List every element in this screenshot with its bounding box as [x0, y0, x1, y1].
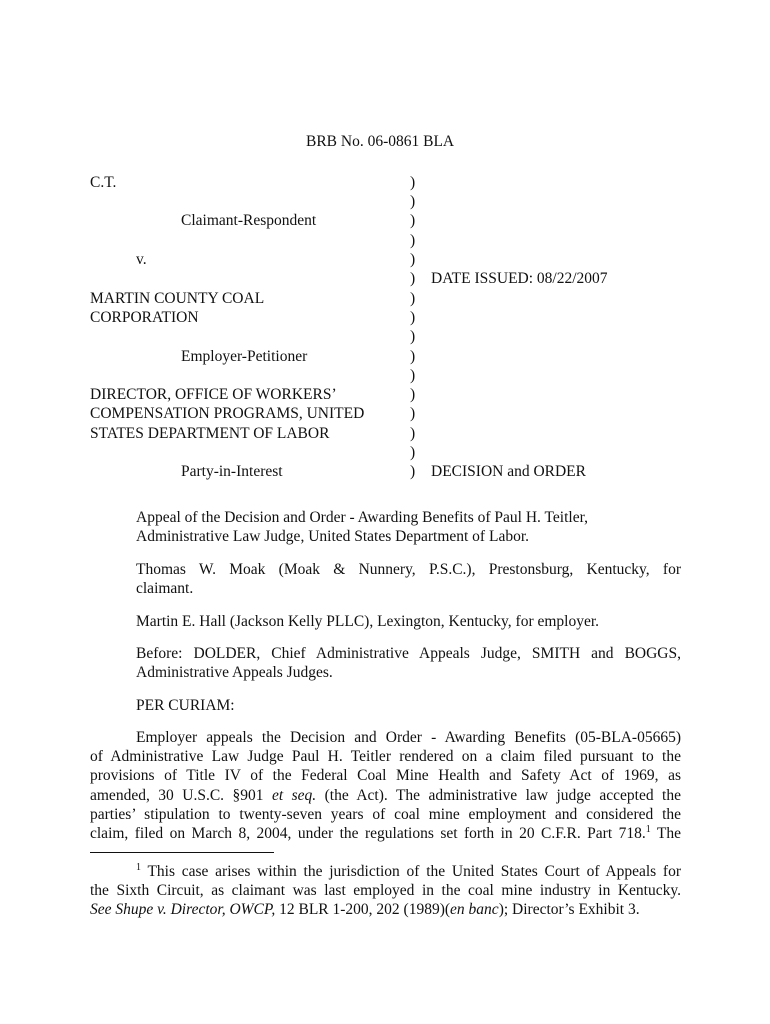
panel-line1: Before: DOLDER, Chief Administrative Appeals Judge, SMITH and BOGGS, [136, 645, 681, 662]
body-line6-pre: claim, filed on March 8, 2004, under the regulations set forth in 20 C.F.R. Part 718. [90, 825, 646, 842]
footnote-line1 [136, 863, 681, 881]
caption-paren: ) [410, 386, 416, 403]
footnote-line3-mid: 12 BLR 1-200, 202 (1989)( [275, 901, 451, 918]
body-line5: parties’ stipulation to twenty-seven years of coal mine employment and considered the [90, 806, 681, 823]
footnote-line3-post: ); Director’s Exhibit 3. [498, 901, 640, 918]
counsel-claimant-line1: Thomas W. Moak (Moak & Nunnery, P.S.C.), Prestonsburg, Kentucky, for [136, 561, 681, 578]
footnote-line2: the Sixth Circuit, as claimant was last employed in the coal mine industry in Kentucky. [90, 882, 681, 899]
caption-paren: ) [410, 328, 416, 345]
caption-paren: ) [410, 290, 416, 307]
caption-paren: ) [410, 174, 416, 191]
body-line4-pre: amended, 30 U.S.C. §901 [90, 787, 272, 804]
body-line6-post: The [650, 825, 681, 842]
caption-paren: ) [410, 251, 416, 268]
decision-and-order-label: DECISION and ORDER [431, 463, 586, 480]
body-line4 [90, 787, 681, 805]
director-line2: COMPENSATION PROGRAMS, UNITED [90, 405, 365, 422]
director-role: Party-in-Interest [181, 463, 283, 480]
footnote-en-banc: en banc [450, 901, 499, 918]
caption-paren: ) [410, 425, 416, 442]
footnote-line1-text: This case arises within the jurisdiction of the United States Court of Appeals for [141, 863, 681, 880]
caption-paren: ) [410, 348, 416, 365]
body-line4-post: (the Act). The administrative law judge accepted the [316, 787, 681, 804]
footnote-marker: 1 [136, 862, 141, 873]
docket-number: BRB No. 06-0861 BLA [306, 133, 455, 150]
date-issued: DATE ISSUED: 08/22/2007 [431, 270, 608, 287]
appeal-line1: Appeal of the Decision and Order - Awarding Benefits of Paul H. Teitler, [136, 509, 588, 526]
claimant-name: C.T. [90, 174, 117, 191]
claimant-role: Claimant-Respondent [181, 212, 317, 229]
caption-paren: ) [410, 367, 416, 384]
panel-line2: Administrative Appeals Judges. [136, 664, 333, 681]
body-line1: Employer appeals the Decision and Order - Awarding Benefits (05-BLA-05665) [136, 729, 681, 746]
versus: v. [136, 251, 147, 268]
caption-paren: ) [410, 193, 416, 210]
body-line6 [90, 825, 681, 843]
footnote-reference: 1 [645, 824, 651, 835]
caption-paren: ) [410, 444, 416, 461]
counsel-claimant-line2: claimant. [136, 580, 194, 597]
body-line2: of Administrative Law Judge Paul H. Teitler rendered on a claim filed pursuant to the [90, 748, 681, 765]
director-line3: STATES DEPARTMENT OF LABOR [90, 425, 330, 442]
caption-paren: ) [410, 463, 416, 480]
footnote-separator [90, 852, 274, 853]
caption-paren: ) [410, 405, 416, 422]
employer-name-line2: CORPORATION [90, 309, 199, 326]
caption-paren: ) [410, 309, 416, 326]
employer-name-line1: MARTIN COUNTY COAL [90, 290, 265, 307]
body-line4-italic: et seq. [271, 787, 317, 804]
per-curiam-heading: PER CURIAM: [136, 697, 235, 714]
footnote-line3 [90, 901, 640, 919]
appeal-line2: Administrative Law Judge, United States Department of Labor. [136, 528, 530, 545]
caption-paren: ) [410, 212, 416, 229]
counsel-employer: Martin E. Hall (Jackson Kelly PLLC), Lexington, Kentucky, for employer. [136, 613, 600, 630]
caption-paren: ) [410, 232, 416, 249]
director-line1: DIRECTOR, OFFICE OF WORKERS’ [90, 386, 337, 403]
body-line3: provisions of Title IV of the Federal Coal Mine Health and Safety Act of 1969, as [90, 767, 681, 784]
employer-role: Employer-Petitioner [181, 348, 308, 365]
caption-paren: ) [410, 270, 416, 287]
footnote-case-citation: See Shupe v. Director, OWCP, [90, 901, 276, 918]
